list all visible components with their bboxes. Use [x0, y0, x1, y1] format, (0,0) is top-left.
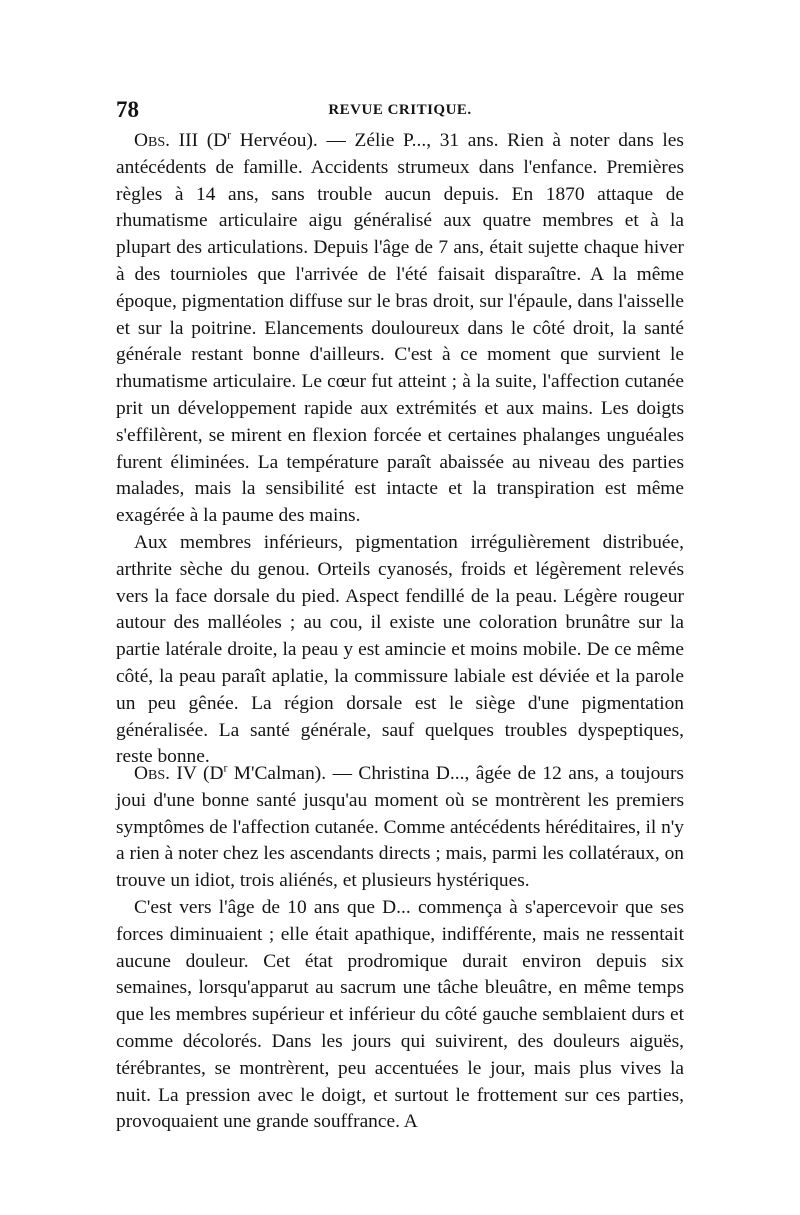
observation-label: Obs.: [134, 763, 170, 784]
observation-number: IV: [176, 763, 197, 784]
doctor-name: M'Calman).: [233, 763, 327, 784]
page-number: 78: [116, 97, 139, 122]
doctor-prefix: (D: [206, 130, 228, 151]
observation-4: [116, 761, 684, 1136]
observation-label: Obs.: [134, 130, 170, 151]
observation-4-paragraph-1: [116, 761, 684, 895]
observation-3-paragraph-1: [116, 128, 684, 530]
observation-number: III: [178, 130, 199, 151]
doctor-superscript: r: [223, 761, 228, 775]
observation-text: — Zélie P..., 31 ans. Rien à noter dans les antécédents de famille. Accidents strumeux dans l'enfance. Premières règles à 14 ans, sans trouble aucun depuis. En 1870 attaque de rhumatisme articulaire aigu généralisé aux quatre membres et à la plupart des articulations. Depuis l'âge de 7 ans, était sujette chaque hiver à des tournioles que l'arrivée de l'été faisait disparaître. A la même époque, pigmentation diffuse sur le bras droit, sur l'épaule, dans l'aisselle et sur la poitrine. Elancements douloureux dans le côté droit, la santé générale restant bonne d'ailleurs. C'est à ce moment que survient le rhumatisme articulaire. Le cœur fut atteint ; à la suite, l'affection cutanée prit un développement rapide aux extrémités et aux mains. Les doigts s'effilèrent, se mirent en flexion forcée et certaines phalanges unguéales furent éliminées. La température paraît abaissée au niveau des parties malades, mais la sensibilité est intacte et la transpiration est même exagérée à la paume des mains.: [116, 130, 684, 527]
observation-3: [116, 128, 684, 771]
page-header: [116, 97, 684, 127]
doctor-prefix: (D: [202, 763, 224, 784]
doctor-name: Hervéou).: [239, 130, 318, 151]
observation-text: — Christina D..., âgée de 12 ans, a toujours joui d'une bonne santé jusqu'au moment où se montrèrent les premiers symptômes de l'affection cutanée. Comme antécédents héréditaires, il n'y a rien à noter chez les ascendants directs ; mais, parmi les collatéraux, on trouve un idiot, trois aliénés, et plusieurs hystériques.: [116, 763, 684, 892]
observation-4-paragraph-2: C'est vers l'âge de 10 ans que D... commença à s'apercevoir que ses forces diminuaient ; elle était apathique, indifférente, mais ne ressentait aucune douleur. Cet état prodromique durait environ depuis six semaines, lorsqu'apparut au sacrum une tâche bleuâtre, en même temps que les membres supérieur et inférieur du côté gauche semblaient durs et comme décolorés. Dans les jours qui suivirent, des douleurs aiguës, térébrantes, se montrèrent, peu accentuées le jour, mais plus vives la nuit. La pression avec le doigt, et surtout le frottement sur ces parties, provoquaient une grande souffrance. A: [116, 896, 684, 1133]
running-title: REVUE CRITIQUE.: [328, 102, 472, 118]
observation-3-paragraph-2: Aux membres inférieurs, pigmentation irrégulièrement distribuée, arthrite sèche du genou. Orteils cyanosés, froids et légèrement relevés vers la face dorsale du pied. Aspect fendillé de la peau. Légère rougeur autour des malléoles ; au cou, il existe une coloration brunâtre sur la partie latérale droite, la peau y est amincie et moins mobile. De ce même côté, la peau paraît aplatie, la commissure labiale est déviée et la parole un peu gênée. La région dorsale est le siège d'une pigmentation généralisée. La santé générale, sauf quelques troubles dyspeptiques, reste bonne.: [116, 531, 684, 768]
doctor-superscript: r: [227, 128, 232, 142]
